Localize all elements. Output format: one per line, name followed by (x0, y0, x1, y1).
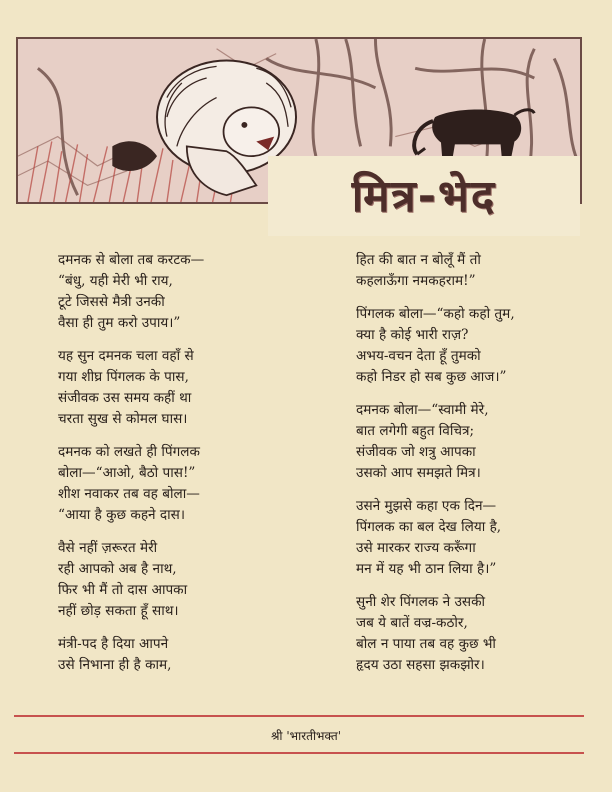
poem-line: मंत्री-पद है दिया आपने (58, 636, 169, 652)
divider-bottom (14, 752, 584, 754)
poem-line: “आया है कुछ कहने दास। (58, 507, 186, 523)
poem-line: कहलाऊँगा नमकहराम!” (356, 273, 476, 289)
poem-line: जब ये बातें वज्र-कठोर, (356, 615, 468, 631)
poem-line: उसे निभाना ही है काम, (58, 657, 172, 673)
poem-line: रही आपको अब है नाथ, (58, 561, 177, 577)
poem-line: संजीवक जो शत्रु आपका (356, 444, 476, 460)
stanza (58, 250, 308, 334)
poem-line: हित की बात न बोलूँ मैं तो (356, 252, 481, 268)
poem-line: नहीं छोड़ सकता हूँ साथ। (58, 603, 179, 619)
poem-line: सुनी शेर पिंगलक ने उसकी (356, 594, 486, 610)
title-box (268, 156, 580, 236)
poem-line: चरता सुख से कोमल घास। (58, 411, 188, 427)
poem-line: कहो निडर हो सब कुछ आज।” (356, 369, 507, 385)
poem-line: “बंधु, यही मेरी भी राय, (58, 273, 173, 289)
poem-line: वैसे नहीं ज़रूरत मेरी (58, 540, 158, 556)
stanza (58, 634, 308, 676)
poem-line: बोल न पाया तब वह कुछ भी (356, 636, 496, 652)
divider-top (14, 715, 584, 717)
stanza (58, 442, 308, 526)
poem-line: क्या है कोई भारी राज़? (356, 327, 469, 343)
poem-line: दमनक से बोला तब करटक— (58, 252, 205, 268)
poem-line: शीश नवाकर तब वह बोला— (58, 486, 200, 502)
poem-line: बोला—“आओ, बैठो पास!” (58, 465, 196, 481)
poem-line: मन में यह भी ठान लिया है।” (356, 561, 497, 577)
poem-line: गया शीघ्र पिंगलक के पास, (58, 369, 189, 385)
poem-line: फिर भी मैं तो दास आपका (58, 582, 188, 598)
poem-line: उसे मारकर राज्य करूँगा (356, 540, 476, 556)
poem-line: अभय-वचन देता हूँ तुमको (356, 348, 481, 364)
poem-line: दमनक बोला—“स्वामी मेरे, (356, 402, 489, 418)
stanza (58, 538, 308, 622)
stanza (356, 304, 591, 388)
poem-line: हृदय उठा सहसा झकझोर। (356, 657, 485, 673)
stanza (356, 250, 591, 292)
poem-line: उसने मुझसे कहा एक दिन— (356, 498, 497, 514)
poem-title: मित्र-भेद (351, 171, 497, 222)
stanza (58, 346, 308, 430)
poem-line: पिंगलक का बल देख लिया है, (356, 519, 502, 535)
stanza (356, 592, 591, 676)
poem-line: यह सुन दमनक चला वहाँ से (58, 348, 194, 364)
poem-line: टूटे जिससे मैत्री उनकी (58, 294, 165, 310)
poem-line: बात लगेगी बहुत विचित्र; (356, 423, 475, 439)
poem-line: पिंगलक बोला—“कहो कहो तुम, (356, 306, 515, 322)
stanza (356, 496, 591, 580)
left-column (58, 250, 308, 688)
author-credit: श्री 'भारतीभक्त' (270, 729, 342, 743)
stanza (356, 400, 591, 484)
poem-line: संजीवक उस समय कहीं था (58, 390, 192, 406)
poem-line: वैसा ही तुम करो उपाय।” (58, 315, 181, 331)
right-column (356, 250, 591, 688)
poem-line: दमनक को लखते ही पिंगलक (58, 444, 200, 460)
poem-line: उसको आप समझते मित्र। (356, 465, 481, 481)
